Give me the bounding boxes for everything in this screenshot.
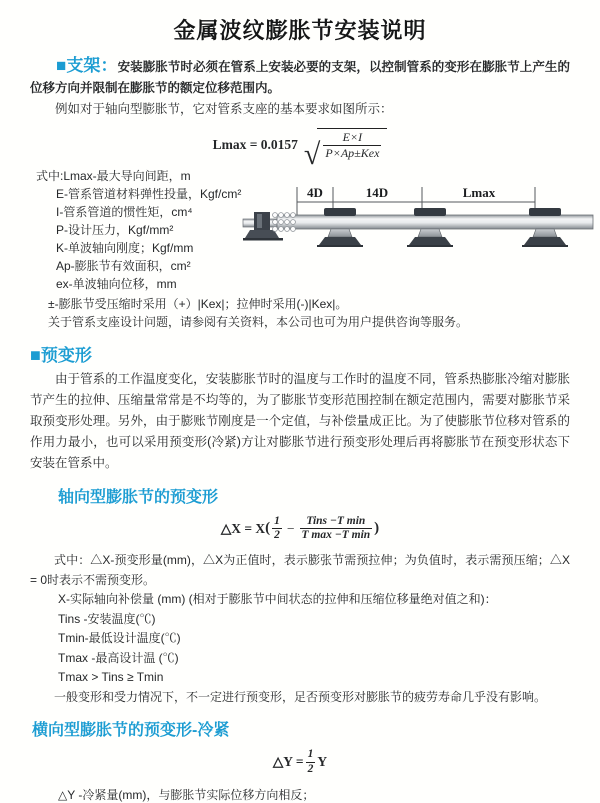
axial-closing-note: 一般变形和受力情况下，不一定进行预变形，足否预变形对膨胀节的疲劳寿命几乎没有影响。 xyxy=(54,689,547,704)
consult-service-line: 关于管系支座设计问题，请参阅有关资料，本公司也可为用户提供咨询等服务。 xyxy=(48,315,469,329)
predeform-heading-label: 预变形 xyxy=(40,346,92,365)
definition-line: P-设计压力，Kgf/mm² xyxy=(56,223,174,237)
blue-square-icon: ■ xyxy=(56,56,67,75)
radical-symbol: √ xyxy=(303,138,321,171)
pipe xyxy=(277,215,593,229)
predeform-body-text: 由于管系的工作温度变化，安装膨胀节时的温度与工作时的温度不同，管系热膨胀冷缩对膨胀节产生的拉伸、压缩量常常是不均等的，为了膨胀节变形范围控制在额定范围内，需要对膨胀节采取预变形处理。另外，由于膨账节刚度是一个定值，与补偿量成正比。为了使膨胀节位移对管系的作用力最小，也可以采用预变形(冷紧)方让对膨胀节进行预变形处理后再将膨胀节在预变形状态下安装在管系中。 xyxy=(30,372,570,470)
definition-line: Tmin-最低设计温度(℃) xyxy=(58,631,181,646)
lateral-subsection-heading: 横向型膨胀节的预变形-冷紧 xyxy=(32,722,230,740)
temperature-ratio-fraction xyxy=(300,515,373,542)
blue-square-icon: ■ xyxy=(30,345,41,365)
lateral-coldpull-formula xyxy=(30,748,570,775)
fraction-denominator: 2 xyxy=(307,762,314,775)
square-root-expression xyxy=(303,128,387,171)
support-example-line: 例如对于轴向型膨胀节，它对管系支座的基本要求如图所示： xyxy=(55,102,393,116)
definition-line: Tmax -最高设计温 (℃) xyxy=(58,650,179,665)
support-intro-text: 安装膨胀节时必须在管系上安装必要的支架，以控制管系的变形在膨胀节上产生的位移方向并限制在膨胀节的额定位移范围内。 xyxy=(30,60,570,95)
axial-where-intro: 式中：△X-预变形量(mm)，△X为正值时，表示膨张节需预拉伸；为负值时，表示需预压缩；△X = 0时表示不需预变形。 xyxy=(30,553,570,588)
dim-label-4d: 4D xyxy=(307,185,323,200)
fraction-numerator: 1 xyxy=(274,515,280,527)
lmax-formula xyxy=(30,128,570,171)
definition-line: E-管系管道材料弹性投量，Kgf/cm² xyxy=(56,187,242,201)
plusminus-rule-line: ±-膨胀节受压缩时采用（+）|Kex|；拉伸时采用(-)|Kex|。 xyxy=(48,297,348,311)
definition-line: K-单波轴向刚度；Kgf/mm xyxy=(56,241,194,255)
support-section-paragraph xyxy=(30,55,570,99)
dim-label-14d: 14D xyxy=(365,185,389,200)
predeform-section-heading xyxy=(30,341,570,366)
lmax-formula-lhs: Lmax = 0.0157 xyxy=(212,136,298,152)
definition-line: Ap-膨胀节有效面积，cm² xyxy=(56,259,191,273)
axial-predeform-formula xyxy=(30,515,570,542)
definition-line: X-实际轴向补偿量 (mm) (相对于膨胀节中间状态的拉伸和压缩位移量绝对值之和)： xyxy=(58,592,497,607)
lateral-formula-rhs: Y xyxy=(317,754,328,770)
page-title: 金属波纹膨胀节安装说明 xyxy=(173,18,427,43)
where-label-line: 式中:Lmax-最大导向间距，m xyxy=(36,169,191,183)
axial-subsection-heading: 轴向型膨胀节的预变形 xyxy=(58,489,219,506)
lateral-formula-lhs: △Y = xyxy=(272,754,304,770)
support-section-heading xyxy=(30,56,118,75)
lateral-note: △Y -冷紧量(mm)，与膨胀节实际位移方向相反； xyxy=(58,787,315,802)
fraction-denominator: T max −T min xyxy=(301,529,371,542)
support-section-heading-label: 支架： xyxy=(66,56,118,75)
minus-operator: − xyxy=(286,520,295,536)
dim-label-lmax: Lmax xyxy=(462,185,496,200)
fraction-denominator: 2 xyxy=(274,529,280,542)
definition-line: I-管系管道的惯性矩，cm⁴ xyxy=(56,205,193,219)
fraction-numerator: 1 xyxy=(307,748,314,761)
fraction-numerator: Tins −T min xyxy=(306,515,366,527)
pipe-support-diagram xyxy=(243,181,599,277)
definition-line: Tins -安装温度(℃) xyxy=(58,611,156,626)
temperature-inequality: Tmax > Tins ≥ Tmin xyxy=(58,670,164,685)
sqrt-denominator: P×Ap±Kex xyxy=(325,146,380,160)
one-half-fraction xyxy=(306,748,316,775)
open-paren: ( xyxy=(265,520,271,537)
axial-formula-lhs: △X = X xyxy=(220,520,266,536)
definition-line: ex-单波轴向位移，mm xyxy=(56,277,177,291)
close-paren: ) xyxy=(374,520,380,537)
sqrt-numerator: E×I xyxy=(342,130,363,144)
one-half-fraction xyxy=(272,515,282,542)
